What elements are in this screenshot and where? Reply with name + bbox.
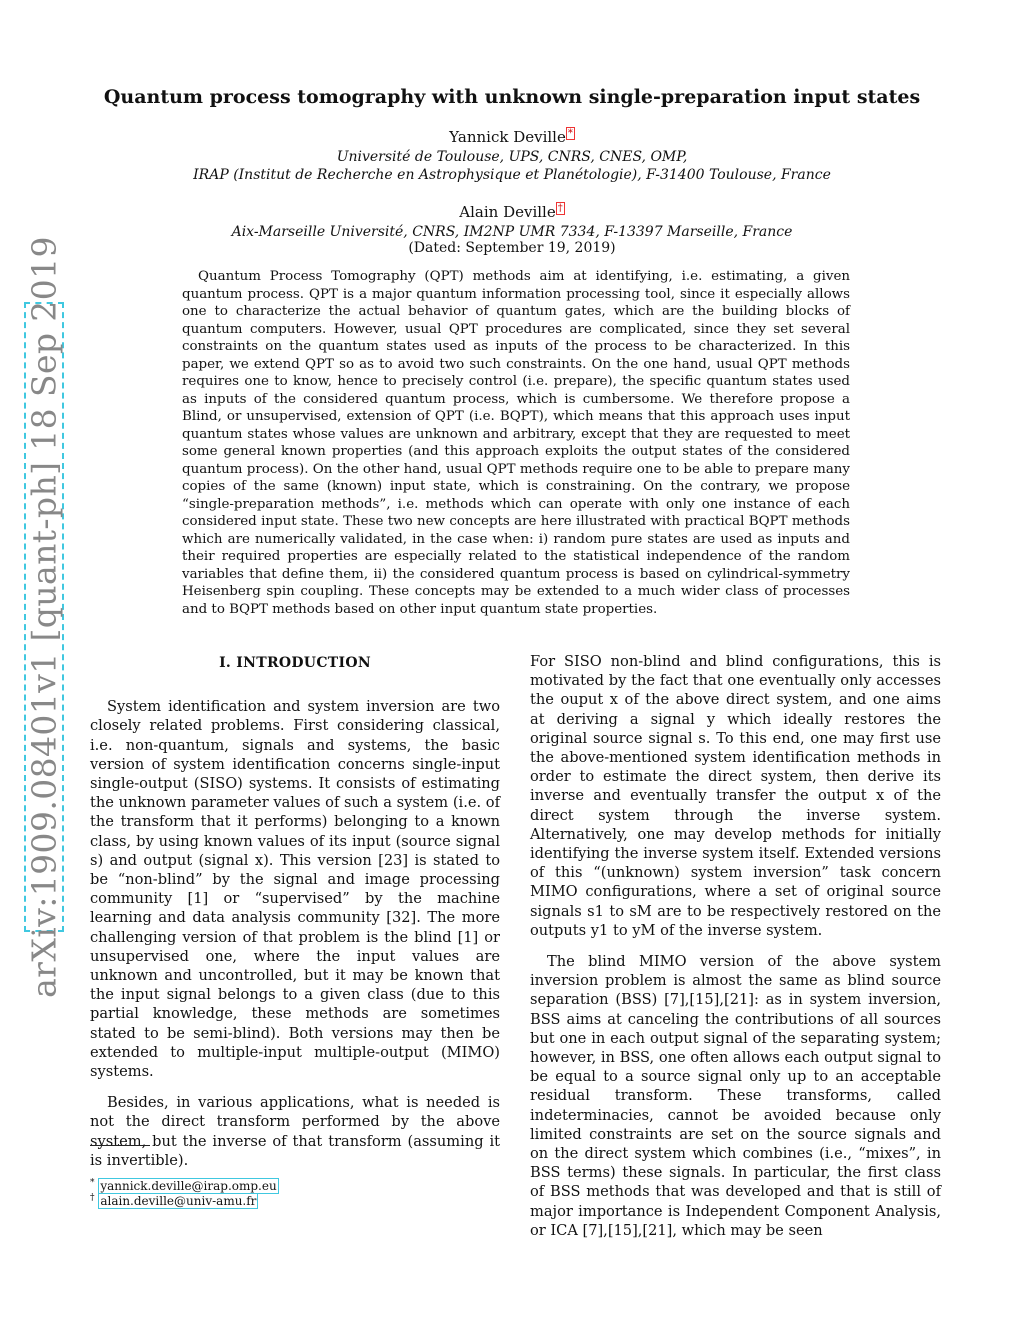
author-2-affiliation: Aix-Marseille Université, CNRS, IM2NP UMR 7334, F-13397 Marseille, France (231, 224, 793, 240)
arxiv-id-text: arXiv:1909.08401v1 [quant-ph] 18 Sep 2019 (24, 236, 64, 998)
intro-paragraph-2: Besides, in various applications, what is needed is not the direct transform performed by the above system, but the inverse of that transform (assuming it is invertible). (90, 1094, 500, 1169)
author-1 (0, 128, 1024, 146)
abstract: Quantum Process Tomography (QPT) methods aim at identifying, i.e. estimating, a given quantum process. QPT is a major quantum information processing tool, since it especially allows one to characterize the actual behavior of quantum gates, which are the building blocks of quantum computers. However, usual QPT procedures are complicated, since they set several constraints on the quantum states used as inputs of the process to be characterized. In this paper, we extend QPT so as to avoid two such constraints. On the one hand, usual QPT methods requires one to know, hence to precisely control (i.e. prepare), the specific quantum states used as inputs of the considered quantum process, which is cumbersome. We therefore propose a Blind, or unsupervised, extension of QPT (i.e. BQPT), which means that this approach uses input quantum states whose values are unknown and arbitrary, except that they are requested to meet some general known properties (and this approach exploits the output states of the considered quantum process). On the other hand, usual QPT methods require one to be able to prepare many copies of the same (known) input state, which is constraining. On the contrary, we propose “single-preparation methods”, i.e. methods which can operate with only one instance of each considered input state. These two new concepts are here illustrated with practical BQPT methods which are numerically validated, in the case when: i) random pure states are used as inputs and their required properties are especially related to the statistical independence of the random variables that define them, ii) the considered quantum process is based on cylindrical-symmetry Heisenberg spin coupling. These concepts may be extended to a much wider class of processes and to BQPT methods based on other input quantum state properties. (182, 269, 850, 617)
footnote-1-mark: * (90, 1178, 95, 1188)
footnote-rule (90, 1145, 150, 1146)
author-2-footnote-link[interactable]: † (557, 203, 563, 214)
intro-paragraph-4: The blind MIMO version of the above system inversion problem is almost the same as blind source separation (BSS) [7],[15],[21]: as in system inversion, BSS aims at canceling the contributions of all sources but one in each output signal of the separating system; however, in BSS, one often allows each output signal to be equal to a source signal only up to an acceptable residual transform. These transforms, called indeterminacies, cannot be avoided because only limited constraints are set on the source signals and on the direct system which combines (i.e., “mixes”, in BSS terms) these signals. In particular, the first class of BSS methods that was developed and that is still of major importance is Independent Component Analysis, or ICA [7],[15],[21], which may be seen (530, 953, 941, 1239)
author-1-affiliation-line-1: Université de Toulouse, UPS, CNRS, CNES, OMP, (336, 149, 688, 165)
author-2 (0, 203, 1024, 221)
footnote-2-mark: † (90, 1193, 95, 1203)
paper-title: Quantum process tomography with unknown single-preparation input states (103, 86, 921, 108)
intro-paragraph-1: System identification and system inversion are two closely related problems. First considering classical, i.e. non-quantum, signals and systems, the basic version of system identification concerns single-input single-output (SISO) systems. It consists of estimating the unknown parameter values of such a system (i.e. of the transform that it performs) belonging to a known class, by using known values of its input (source signal s) and output (signal x). This version [23] is stated to be “non-blind” by the signal and image processing community [1] or “supervised” by the machine learning and data analysis community [32]. The more challenging version of that problem is the blind [1] or unsupervised one, where the input values are unknown and uncontrolled, but it may be known that the input signal belongs to a given class (due to this partial knowledge, these methods are sometimes stated to be semi-blind). Both versions may then be extended to multiple-input multiple-output (MIMO) systems. (90, 698, 500, 1081)
footnote-2 (90, 1193, 258, 1208)
arxiv-identifier-stamp[interactable] (24, 236, 64, 998)
author-2-name: Alain Deville (459, 203, 556, 221)
date-line: (Dated: September 19, 2019) (408, 240, 616, 256)
left-column (90, 652, 500, 1182)
author-1-name: Yannick Deville (449, 128, 566, 146)
footnote-1 (90, 1178, 279, 1193)
footnote-1-email-link[interactable]: yannick.deville@irap.omp.eu (100, 1179, 277, 1193)
right-column (530, 652, 941, 1252)
author-1-footnote-link[interactable]: * (567, 128, 573, 139)
intro-paragraph-3: For SISO non-blind and blind configurations, this is motivated by the fact that one eventually only accesses the ouput x of the above direct system, and one aims at deriving a signal y which ideally restores the original source signal s. To this end, one may first use the above-mentioned system identification methods in order to estimate the direct system, then derive its inverse and eventually transfer the output x of the direct system through the inverse system. Alternatively, one may develop methods for initially identifying the inverse system itself. Extended versions of this “(unknown) system inversion” task concern MIMO configurations, where a set of original source signals s1 to sM are to be respectively restored on the outputs y1 to yM of the inverse system. (530, 653, 941, 939)
author-1-affiliation-line-2: IRAP (Institut de Recherche en Astrophysique et Planétologie), F-31400 Toulouse, France (193, 167, 831, 183)
footnote-2-email-link[interactable]: alain.deville@univ-amu.fr (100, 1194, 257, 1208)
section-heading: I. INTRODUCTION (219, 655, 371, 671)
